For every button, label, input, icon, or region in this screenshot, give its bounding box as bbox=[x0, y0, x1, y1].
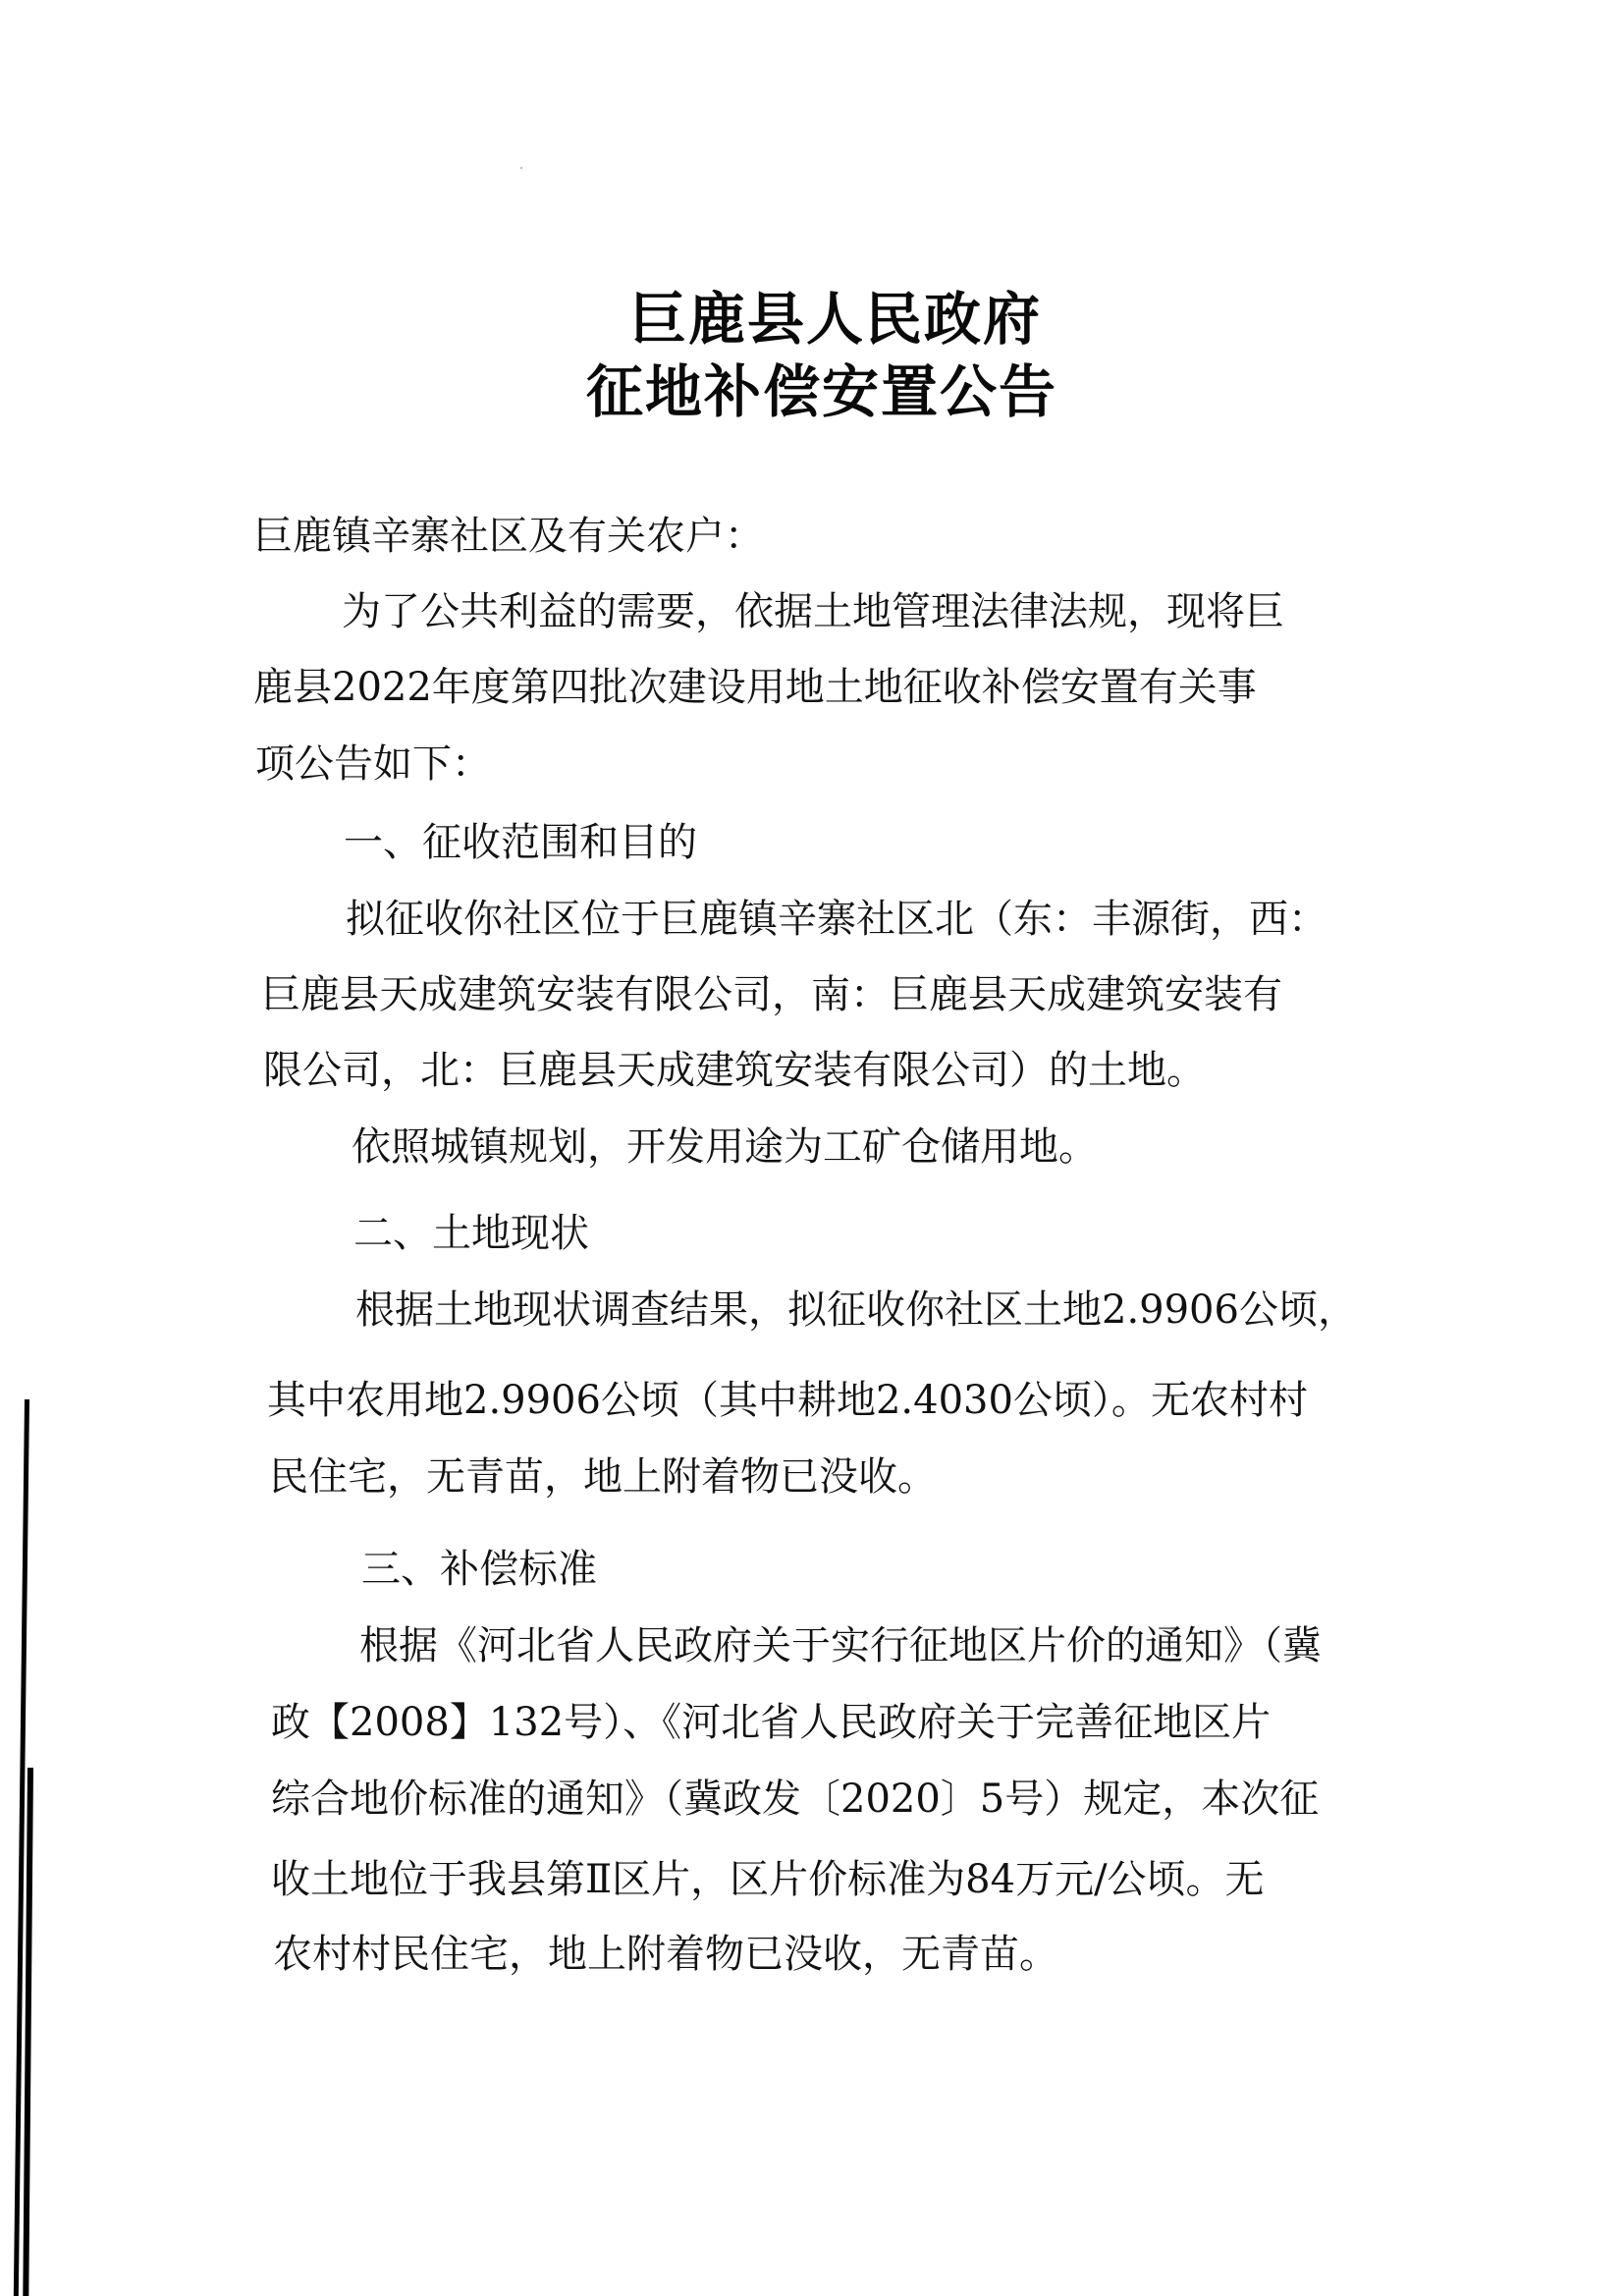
scan-speck bbox=[520, 167, 522, 169]
intro-line-2: 鹿县2022年度第四批次建设用地土地征收补偿安置有关事 bbox=[253, 665, 1257, 710]
section2-line2: 其中农用地2.9906公顷（其中耕地2.4030公顷）。无农村村 bbox=[267, 1378, 1308, 1423]
section1-para1-line3: 限公司，北：巨鹿县天成建筑安装有限公司）的土地。 bbox=[263, 1048, 1206, 1093]
section1-heading: 一、征收范围和目的 bbox=[344, 820, 697, 865]
section3-line5: 农村村民住宅，地上附着物已没收，无青苗。 bbox=[273, 1932, 1058, 1977]
intro-line-1 bbox=[342, 584, 1416, 639]
section2-line1: 根据土地现状调查结果，拟征收你社区土地2.9906公顷， bbox=[355, 1287, 1357, 1333]
intro-line-3: 项公告如下： bbox=[255, 741, 491, 787]
scan-edge-artifact-lower bbox=[23, 1768, 33, 2296]
intro-text-1: 为了公共利益的需要，依据土地管理法律法规，现将巨 bbox=[342, 589, 1284, 634]
notice-title-issuer: 巨鹿县人民政府 bbox=[628, 286, 1042, 353]
section3-heading: 三、补偿标准 bbox=[361, 1547, 597, 1592]
section2-heading: 二、土地现状 bbox=[353, 1211, 589, 1256]
section2-line3: 民住宅，无青苗，地上附着物已没收。 bbox=[269, 1454, 937, 1500]
notice-title-subject: 征地补偿安置公告 bbox=[585, 358, 1057, 425]
section1-para2: 依照城镇规划，开发用途为工矿仓储用地。 bbox=[352, 1124, 1098, 1170]
section3-line4: 收土地位于我县第Ⅱ区片，区片价标准为84万元/公顷。无 bbox=[271, 1857, 1265, 1902]
salutation: 巨鹿镇辛寨社区及有关农户： bbox=[253, 514, 764, 559]
section1-para1-line2: 巨鹿县天成建筑安装有限公司，南：巨鹿县天成建筑安装有 bbox=[261, 972, 1282, 1017]
section1-para1-line1: 拟征收你社区位于巨鹿镇辛寨社区北（东：丰源街，西： bbox=[346, 897, 1327, 942]
section3-line1: 根据《河北省人民政府关于实行征地区片价的通知》（冀 bbox=[359, 1623, 1322, 1668]
section3-line2: 政【2008】132号）、《河北省人民政府关于完善征地区片 bbox=[271, 1700, 1272, 1745]
section3-line3: 综合地价标准的通知》（冀政发〔2020〕5号）规定，本次征 bbox=[271, 1777, 1320, 1822]
